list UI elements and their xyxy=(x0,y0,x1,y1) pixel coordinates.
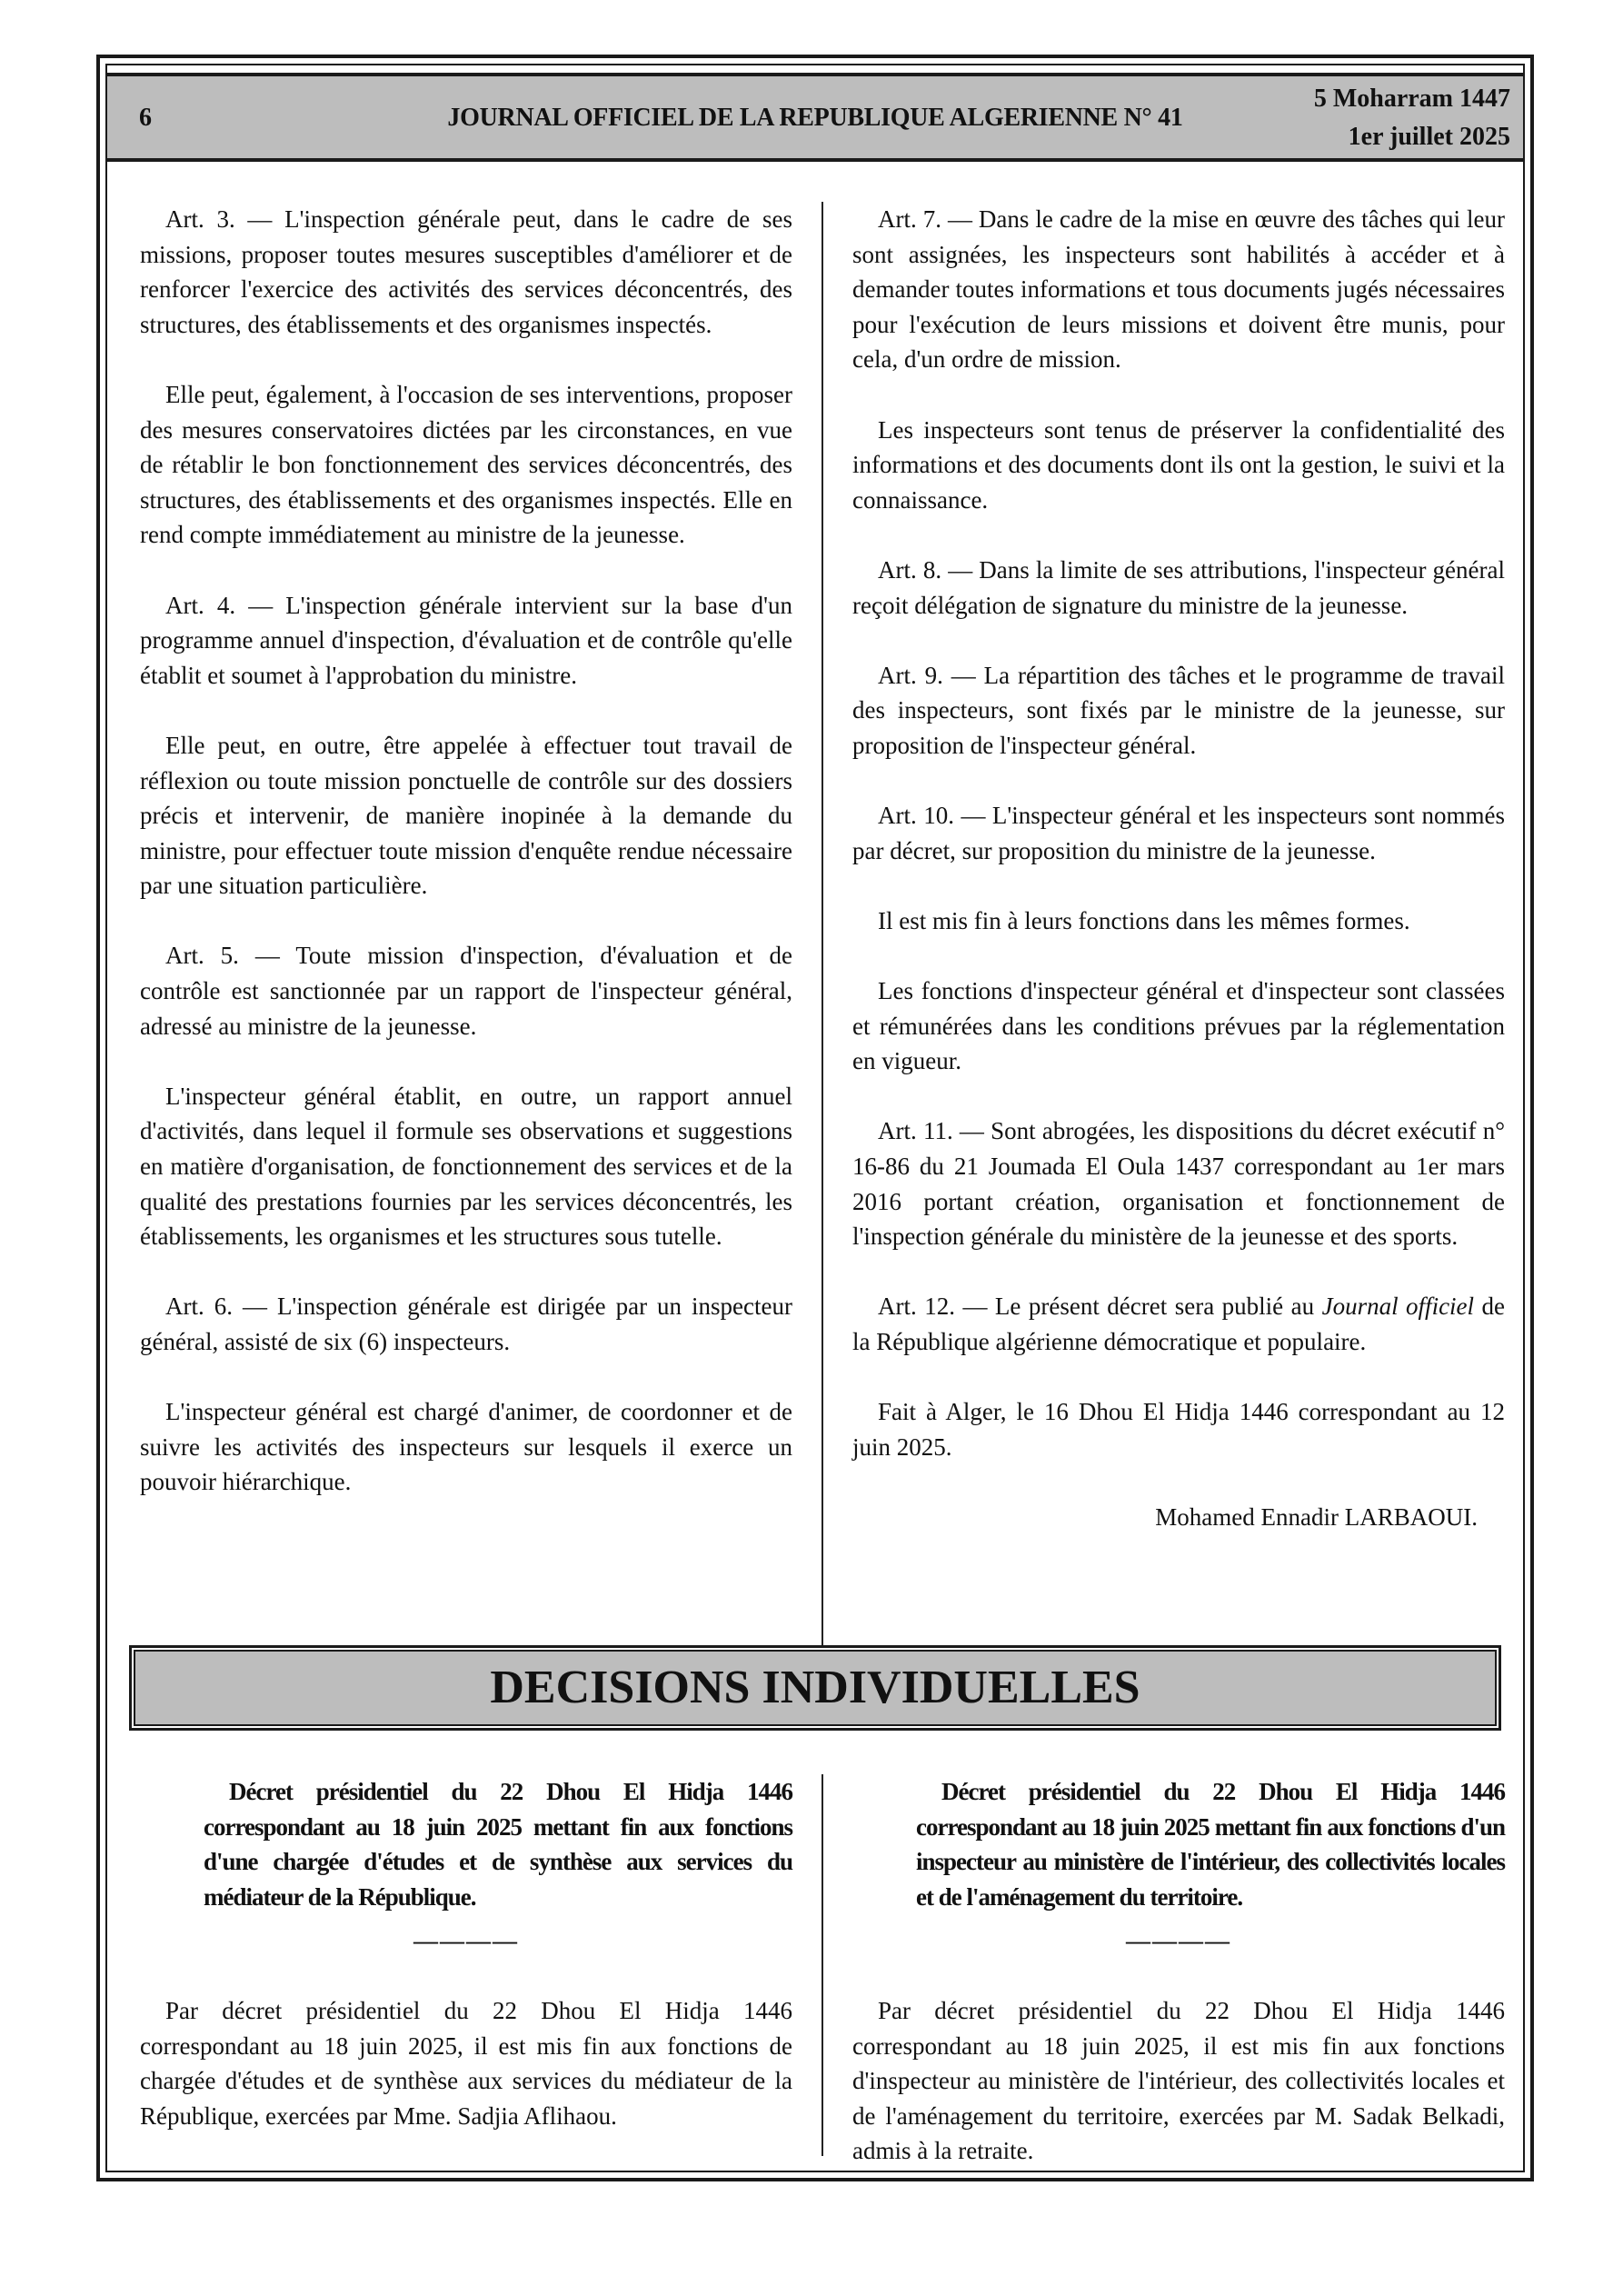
journal-header xyxy=(107,73,1523,162)
journal-title: JOURNAL OFFICIEL DE LA REPUBLIQUE ALGERIENNE N° 41 xyxy=(447,104,1183,132)
paragraph: Les inspecteurs sont tenus de préserver la confidentialité des informations et des documents dont ils ont la gestion, le suivi et la connaissance. xyxy=(852,415,1505,514)
page-inner-border xyxy=(105,64,1525,2172)
paragraph: Art. 7. — Dans le cadre de la mise en œuvre des tâches qui leur sont assignées, les inspecteurs sont habilités à accéder et à demander toutes informations et tous documents jugés nécessaires pour l'exécution de leurs missions et doivent être munis, pour cela, d'un ordre de mission. xyxy=(852,205,1505,374)
page-number: 6 xyxy=(139,104,152,132)
separator: ———— xyxy=(1126,1927,1231,1955)
decision-right xyxy=(852,1774,1505,2204)
signature: Mohamed Ennadir LARBAOUI. xyxy=(1155,1502,1478,1531)
paragraph: Art. 8. — Dans la limite de ses attributions, l'inspecteur général reçoit délégation de signature du ministre de la jeunesse. xyxy=(852,555,1505,619)
paragraph: Art. 10. — L'inspecteur général et les inspecteurs sont nommés par décret, sur proposition du ministre de la jeunesse. xyxy=(852,802,1505,864)
paragraph: L'inspecteur général est chargé d'animer, de coordonner et de suivre les activités des inspecteurs sur lesquels il exerce un pouvoir hiérarchique. xyxy=(140,1398,792,1496)
paragraph: Il est mis fin à leurs fonctions dans les mêmes formes. xyxy=(878,906,1410,934)
closing-line: Fait à Alger, le 16 Dhou El Hidja 1446 correspondant au 12 juin 2025. xyxy=(852,1398,1505,1461)
paragraph: L'inspecteur général établit, en outre, un rapport annuel d'activités, dans lequel il formule ses observations et suggestions en matière d'organisation, de fonctionnement des services et de la qualité des prestations fournies par les services déconcentrés, les établissements, les organismes et les structures sous tutelle. xyxy=(140,1082,792,1251)
date-gregorian: 1er juillet 2025 xyxy=(1348,123,1510,151)
right-column xyxy=(852,202,1505,1570)
left-column xyxy=(140,202,792,1535)
decision-heading: Décret présidentiel du 22 Dhou El Hidja 1446 correspondant au 18 juin 2025 mettant fin aux fonctions d'une chargée d'études et de synthèse aux services du médiateur de la République. xyxy=(204,1778,792,1911)
paragraph: Art. 6. — L'inspection générale est dirigée par un inspecteur général, assisté de six (6) inspecteurs. xyxy=(140,1293,792,1355)
paragraph: Art. 4. — L'inspection générale intervient sur la base d'un programme annuel d'inspection, d'évaluation et de contrôle qu'elle établit et soumet à l'approbation du ministre. xyxy=(140,591,792,689)
section-title: DECISIONS INDIVIDUELLES xyxy=(129,1645,1501,1731)
paragraph: Les fonctions d'inspecteur général et d'inspecteur sont classées et rémunérées dans les conditions prévues par la réglementation en vigueur. xyxy=(852,977,1505,1075)
decision-heading: Décret présidentiel du 22 Dhou El Hidja 1446 correspondant au 18 juin 2025 mettant fin aux fonctions d'un inspecteur au ministère de l'intérieur, des collectivités locales et de l'aménagement du territoire. xyxy=(916,1778,1505,1911)
decision-left xyxy=(140,1774,792,2169)
date-hijri: 5 Moharram 1447 xyxy=(1313,85,1510,113)
article-12: Art. 12. — Le présent décret sera publié au Journal officiel de la République algérienne démocratique et populaire. xyxy=(852,1293,1506,1355)
decision-body: Par décret présidentiel du 22 Dhou El Hidja 1446 correspondant au 18 juin 2025, il est mis fin aux fonctions d'inspecteur au ministère de l'intérieur, des collectivités locales et de l'aménagement du territoire, exercées par M. Sadak Belkadi, admis à la retraite. xyxy=(852,1996,1505,2165)
separator: ———— xyxy=(413,1927,519,1955)
journal-officiel-italic: Journal officiel xyxy=(1321,1293,1475,1321)
paragraph: Elle peut, en outre, être appelée à effectuer tout travail de réflexion ou toute mission ponctuelle de contrôle sur des dossiers précis et intervenir, de manière inopinée à la demande du ministre, pour effectuer toute mission d'enquête rendue nécessaire par une situation particulière. xyxy=(140,731,792,900)
paragraph: Art. 9. — La répartition des tâches et le programme de travail des inspecteurs, sont fixés par le ministre de la jeunesse, sur proposition de l'inspecteur général. xyxy=(852,661,1505,759)
decision-body: Par décret présidentiel du 22 Dhou El Hidja 1446 correspondant au 18 juin 2025, il est mis fin aux fonctions de chargée d'études et de synthèse aux services du médiateur de la République, exercées par Mme. Sadjia Aflihaou. xyxy=(140,1996,792,2130)
paragraph: Art. 3. — L'inspection générale peut, dans le cadre de ses missions, proposer toutes mesures susceptibles d'améliorer et de renforcer l'exercice des activités des services déconcentrés, des structures, des établissements et des organismes inspectés. xyxy=(140,205,792,338)
issue-date xyxy=(1314,80,1510,156)
paragraph: Art. 11. — Sont abrogées, les dispositions du décret exécutif n° 16-86 du 21 Joumada El Oula 1437 correspondant au 1er mars 2016 portant création, organisation et fonctionnement de l'inspection générale du ministère de la jeunesse et des sports. xyxy=(852,1117,1505,1251)
column-divider xyxy=(821,202,823,1647)
page-border xyxy=(96,55,1534,2181)
paragraph: Elle peut, également, à l'occasion de ses interventions, proposer des mesures conservatoires dictées par les circonstances, en vue de rétablir le bon fonctionnement des services déconcentrés, des structures, des établissements et des organismes inspectés. Elle en rend compte immédiatement au ministre de la jeunesse. xyxy=(140,380,792,549)
paragraph: Art. 5. — Toute mission d'inspection, d'évaluation et de contrôle est sanctionnée par un rapport de l'inspecteur général, adressé au ministre de la jeunesse. xyxy=(140,942,792,1040)
column-divider xyxy=(821,1774,823,2156)
